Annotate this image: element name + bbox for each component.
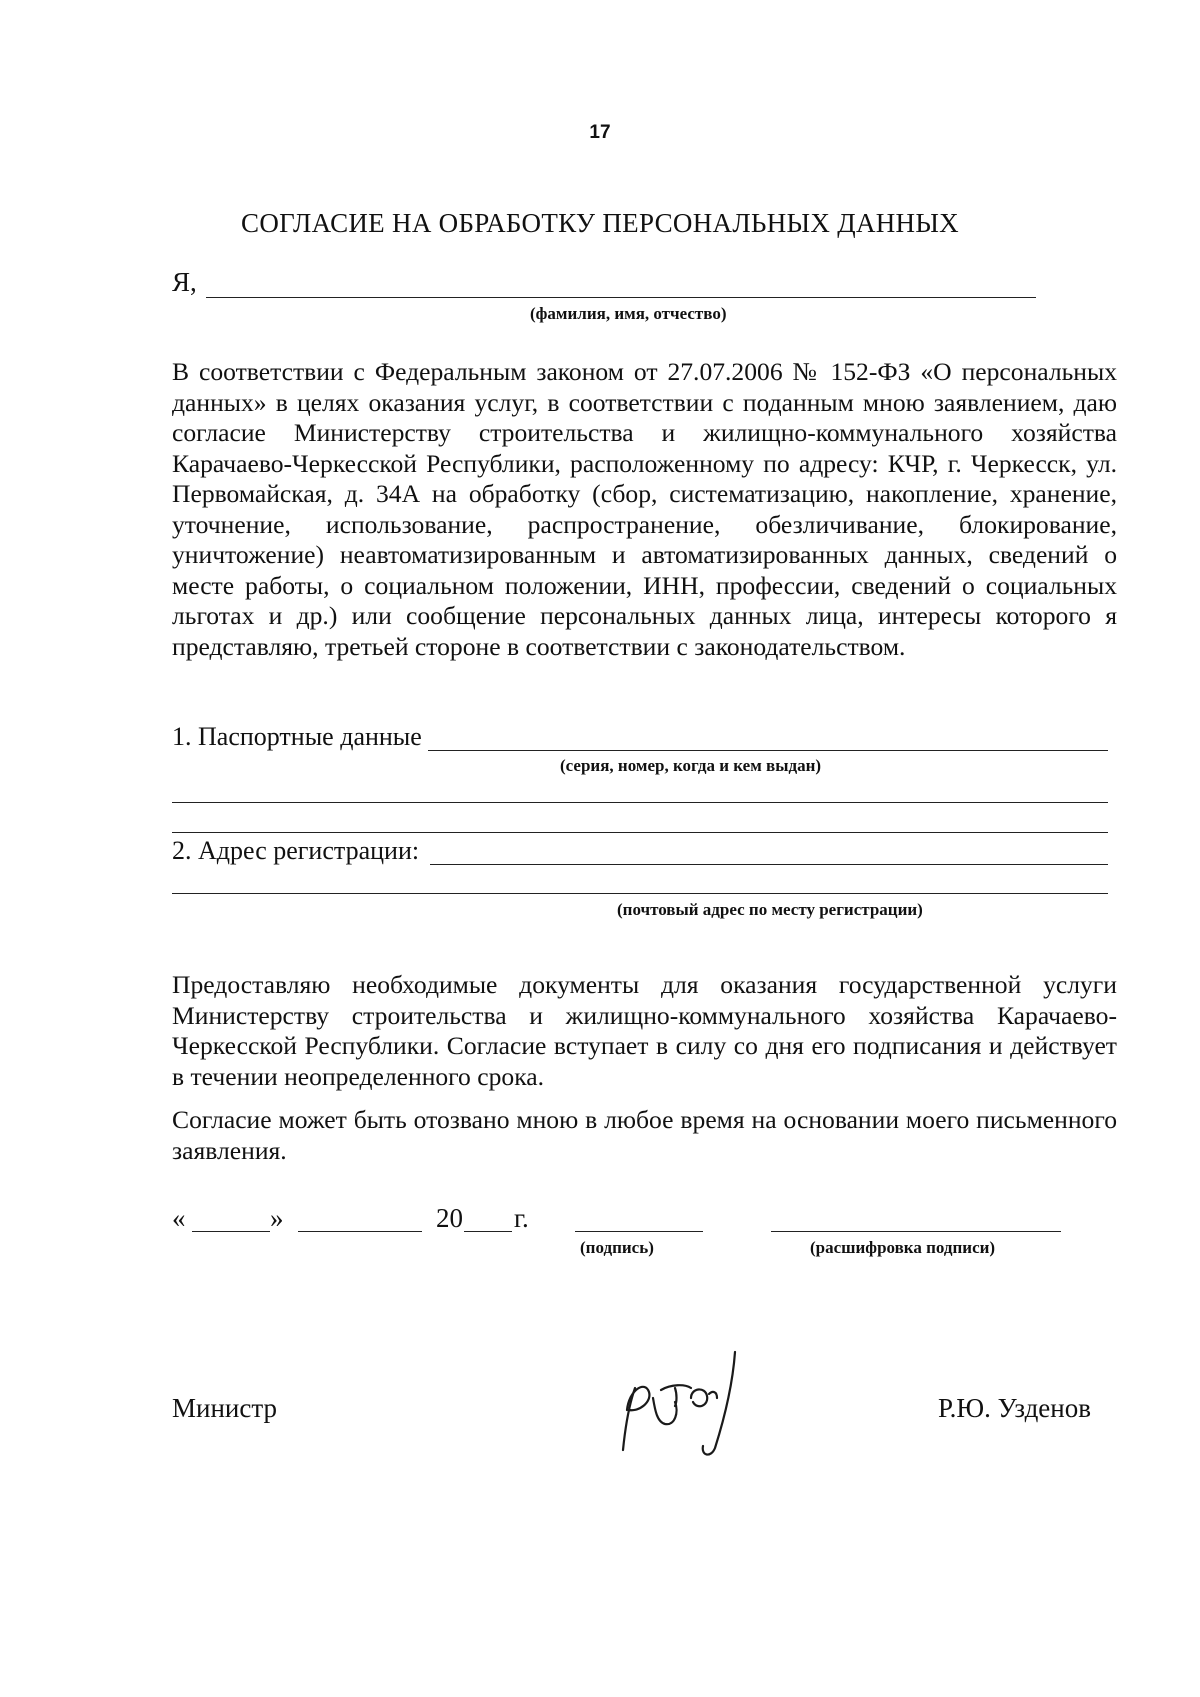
signature-caption: (подпись) xyxy=(580,1238,654,1257)
date-year-prefix: 20 xyxy=(436,1203,463,1233)
consent-paragraph: В соответствии с Федеральным законом от 27.07.2006 № 152-ФЗ «О персональных данных» в целях оказания услуг, в соответствии с поданным мною заявлением, даю согласие Министерству строительства и жилищно-коммунального хозяйства Карачаево-Черкесской Республики, расположенному по адресу: КЧР, г. Черкесск, ул. Первомайская, д. 34А на обработку (сбор, систематизацию, накопление, хранение, уточнение, использование, распространение, обезличивание, блокирование, уничтожение) неавтоматизированным и автоматизированных данных, сведений о месте работы, о социальном положении, ИНН, профессии, сведений о социальных льготах и др.) или сообщение персональных данных лица, интересы которого я представляю, третьей стороне в соответствии с законодательством. xyxy=(172,357,1117,661)
signature-field[interactable] xyxy=(575,1231,703,1232)
passport-field-line-3[interactable] xyxy=(172,832,1108,833)
date-close-quote: » xyxy=(270,1203,284,1233)
handwritten-signature xyxy=(605,1350,765,1460)
date-month-field[interactable] xyxy=(298,1231,422,1232)
passport-label: 1. Паспортные данные xyxy=(172,722,422,751)
document-title: СОГЛАСИЕ НА ОБРАБОТКУ ПЕРСОНАЛЬНЫХ ДАННЫХ xyxy=(241,208,959,238)
page-number: 17 xyxy=(589,122,611,143)
minister-position: Министр xyxy=(172,1393,277,1423)
signature-decoding-field[interactable] xyxy=(771,1231,1061,1232)
passport-field-line-2[interactable] xyxy=(172,802,1108,803)
revocation-paragraph: Согласие может быть отозвано мною в любое время на основании моего письменного заявления. xyxy=(172,1105,1117,1165)
date-day-field[interactable] xyxy=(192,1231,270,1232)
passport-caption: (серия, номер, когда и кем выдан) xyxy=(560,756,822,775)
signature-decoding-caption: (расшифровка подписи) xyxy=(810,1238,996,1257)
date-year-field[interactable] xyxy=(464,1231,512,1232)
address-field-line-2[interactable] xyxy=(172,893,1108,894)
applicant-prefix: Я, xyxy=(172,267,197,297)
address-label: 2. Адрес регистрации: xyxy=(172,836,420,865)
passport-field[interactable] xyxy=(428,750,1108,751)
documents-paragraph: Предоставляю необходимые документы для оказания государственной услуги Министерству строительства и жилищно-коммунального хозяйства Карачаево-Черкесской Республики. Согласие вступает в силу со дня его подписания и действует в течении неопределенного срока. xyxy=(172,970,1117,1091)
address-field[interactable] xyxy=(430,864,1108,865)
applicant-name-field[interactable] xyxy=(206,297,1036,298)
date-open-quote: « xyxy=(172,1203,186,1233)
date-year-suffix: г. xyxy=(514,1203,529,1233)
applicant-caption: (фамилия, имя, отчество) xyxy=(530,304,727,323)
address-caption: (почтовый адрес по месту регистрации) xyxy=(617,900,923,919)
minister-name: Р.Ю. Узденов xyxy=(938,1393,1091,1423)
